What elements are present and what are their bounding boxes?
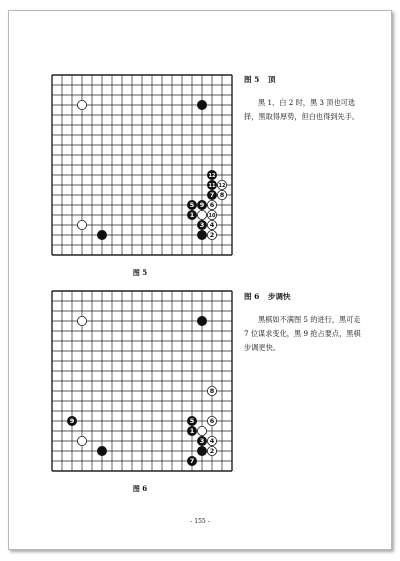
stone-move-number: 7 [189, 457, 195, 466]
white-stone [197, 210, 206, 219]
stone-move-number: 10 [208, 213, 216, 220]
stone-move-number: 8 [209, 387, 215, 396]
figure-6-title-text: 步调快 [267, 292, 291, 301]
figure-5-title-number: 图 5 [244, 75, 260, 84]
stone-move-number: 1 [189, 211, 195, 220]
white-stone [77, 436, 86, 445]
stone-move-number: 4 [209, 437, 215, 446]
stone-move-number: 12 [208, 173, 216, 180]
stone-move-number: 1 [189, 427, 195, 436]
black-stone [197, 100, 206, 109]
figure-6-title-number: 图 6 [244, 292, 260, 301]
figure-5-description: 黑 1、白 2 时，黑 3 顶也可选择，黑取得厚势，但白也得到先手。 [244, 98, 360, 121]
stone-move-number: 9 [69, 417, 75, 426]
stone-move-number: 3 [199, 437, 205, 446]
figure-5-title [244, 74, 362, 85]
white-stone [77, 316, 86, 325]
stone-move-number: 5 [189, 201, 195, 210]
figure-6-description: 黑棋如不满图 5 的进行，黑可走 7 位谋求变化，黑 9 抢占要点，黑棋步调更快。 [244, 315, 361, 352]
black-stone [97, 446, 106, 455]
stone-move-number: 3 [199, 221, 205, 230]
board-svg-5 [51, 74, 233, 256]
page-number: - 155 - [190, 518, 210, 525]
black-stone [197, 230, 206, 239]
figure-5-text [244, 74, 362, 124]
stone-move-number: 7 [209, 191, 215, 200]
figure-6-text [244, 291, 362, 355]
white-stone [77, 220, 86, 229]
white-stone [77, 100, 86, 109]
figure-5-title-text: 顶 [267, 75, 276, 84]
figure-5-caption: 图 5 [132, 268, 148, 277]
go-board-figure-6 [51, 290, 233, 476]
black-stone [97, 230, 106, 239]
stone-move-number: 11 [208, 183, 216, 190]
stone-move-number: 9 [199, 201, 205, 210]
go-board-figure-5 [51, 74, 233, 260]
stone-move-number: 2 [209, 447, 215, 456]
stone-move-number: 8 [219, 191, 225, 200]
stone-move-number: 6 [209, 417, 215, 426]
black-stone [197, 446, 206, 455]
stone-move-number: 6 [209, 201, 215, 210]
board-svg-6 [51, 290, 233, 472]
stone-move-number: 5 [189, 417, 195, 426]
figure-6-title [244, 291, 362, 302]
stone-move-number: 12 [218, 183, 226, 190]
stone-move-number: 4 [209, 221, 215, 230]
figure-6-caption: 图 6 [132, 484, 148, 493]
white-stone [197, 426, 206, 435]
black-stone [197, 316, 206, 325]
stone-move-number: 2 [209, 231, 215, 240]
